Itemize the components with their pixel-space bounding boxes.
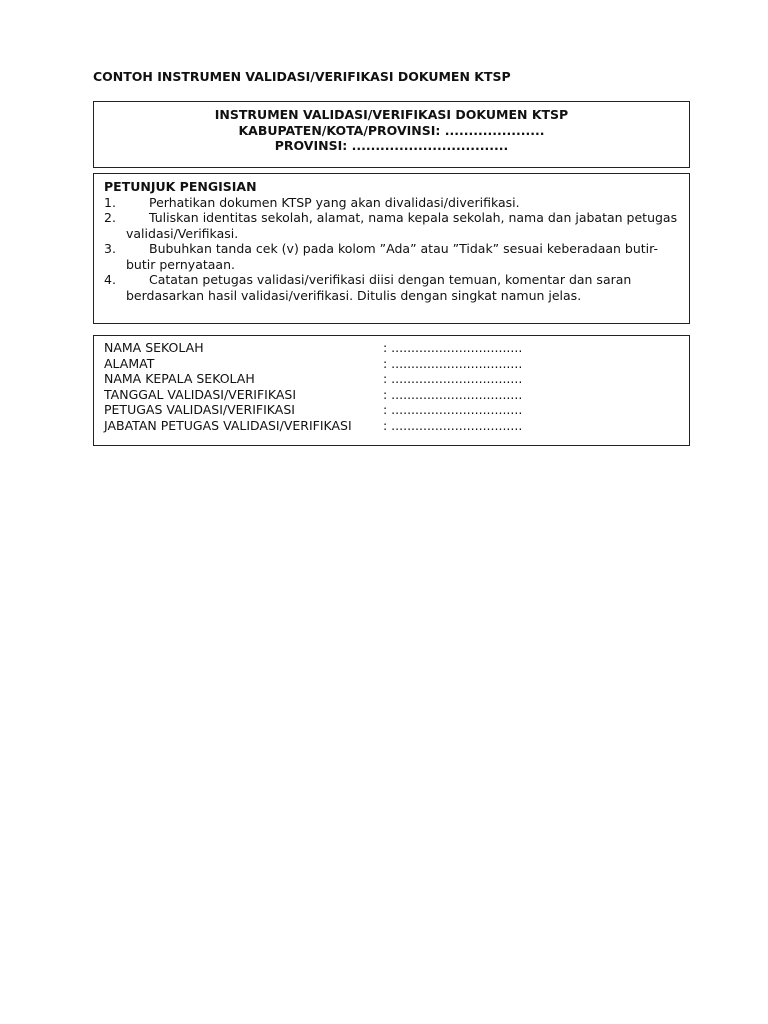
identitas-value-field: : ................................. bbox=[383, 386, 523, 402]
identitas-label: ALAMAT bbox=[104, 355, 155, 371]
petunjuk-item bbox=[104, 272, 679, 303]
identitas-row-kepala-sekolah bbox=[104, 371, 679, 387]
identitas-row-petugas bbox=[104, 402, 679, 418]
header-box bbox=[93, 101, 690, 168]
petunjuk-item-number: 2. bbox=[104, 210, 116, 225]
identitas-row-jabatan bbox=[104, 418, 679, 434]
document-title: CONTOH INSTRUMEN VALIDASI/VERIFIKASI DOKUMEN KTSP bbox=[93, 69, 511, 84]
identitas-row-nama-sekolah bbox=[104, 340, 679, 356]
petunjuk-item bbox=[104, 210, 679, 241]
identitas-value-field: : ................................. bbox=[383, 371, 523, 386]
petunjuk-item-number: 3. bbox=[104, 241, 116, 256]
identitas-row-tanggal bbox=[104, 387, 679, 403]
header-line-instrument: INSTRUMEN VALIDASI/VERIFIKASI DOKUMEN KTSP bbox=[214, 107, 569, 122]
identitas-value-field: : ................................. bbox=[383, 355, 523, 371]
identitas-row-alamat bbox=[104, 356, 679, 372]
petunjuk-item-text: Bubuhkan tanda cek (v) pada kolom ”Ada” atau ”Tidak” sesuai keberadaan butir-butir pernyataan. bbox=[126, 241, 659, 272]
petunjuk-item-text: Catatan petugas validasi/verifikasi diisi dengan temuan, komentar dan saran berdasarkan hasil validasi/verifikasi. Ditulis dengan singkat namun jelas. bbox=[126, 272, 632, 303]
identitas-label: JABATAN PETUGAS VALIDASI/VERIFIKASI bbox=[104, 417, 352, 433]
petunjuk-box bbox=[93, 173, 690, 324]
petunjuk-item bbox=[104, 195, 679, 211]
identitas-label: NAMA SEKOLAH bbox=[104, 340, 204, 355]
identitas-label: PETUGAS VALIDASI/VERIFIKASI bbox=[104, 402, 295, 417]
identitas-label: NAMA KEPALA SEKOLAH bbox=[104, 371, 255, 386]
petunjuk-item bbox=[104, 241, 679, 272]
identitas-label: TANGGAL VALIDASI/VERIFIKASI bbox=[104, 386, 297, 402]
header-line-provinsi: PROVINSI: ................................. bbox=[274, 138, 509, 153]
identitas-value-field: : ................................. bbox=[383, 402, 523, 417]
petunjuk-item-number: 4. bbox=[104, 272, 116, 287]
petunjuk-item-text: Tuliskan identitas sekolah, alamat, nama kepala sekolah, nama dan jabatan petugas validasi/Verifikasi. bbox=[126, 210, 678, 241]
petunjuk-title: PETUNJUK PENGISIAN bbox=[104, 179, 257, 194]
header-line-kabupaten: KABUPATEN/KOTA/PROVINSI: ..................... bbox=[238, 122, 545, 138]
identitas-value-field: : ................................. bbox=[383, 417, 523, 433]
identitas-box bbox=[93, 335, 690, 446]
petunjuk-item-number: 1. bbox=[104, 194, 116, 210]
identitas-value-field: : ................................. bbox=[383, 340, 523, 355]
petunjuk-item-text: Perhatikan dokumen KTSP yang akan divalidasi/diverifikasi. bbox=[149, 194, 520, 210]
